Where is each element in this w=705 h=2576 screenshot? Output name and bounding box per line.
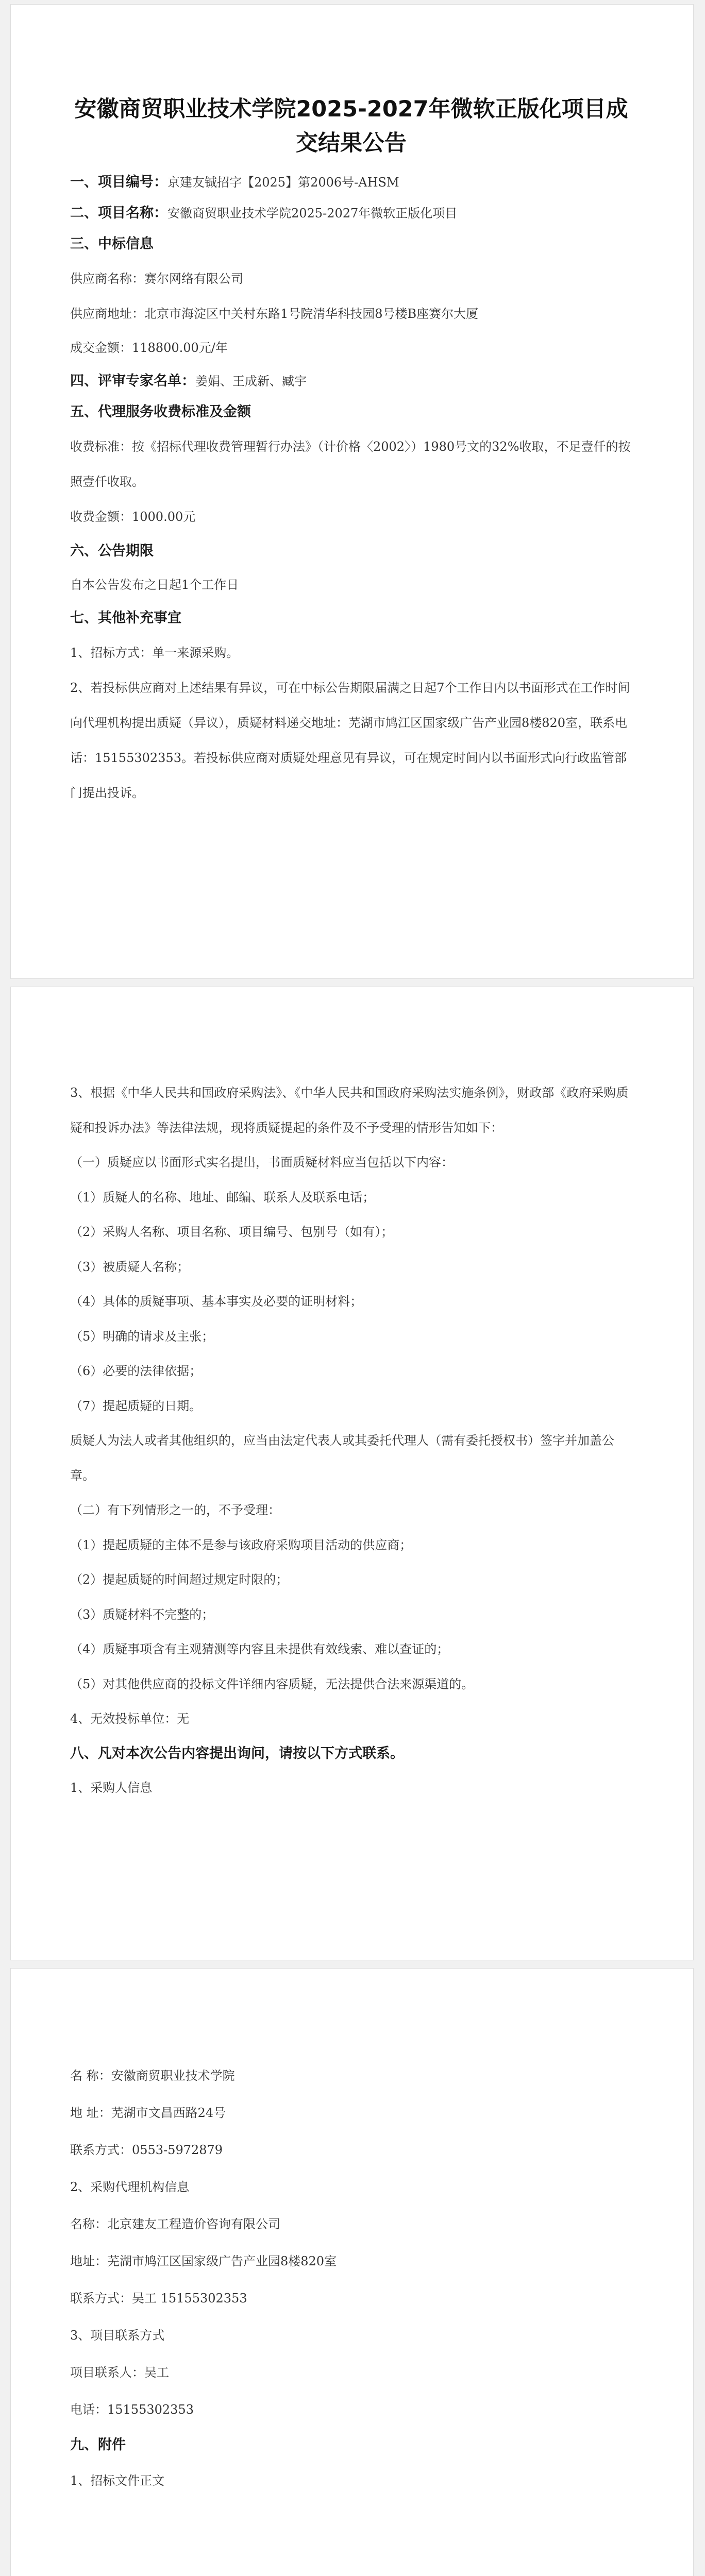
attachment-item: 1、招标文件正文 — [70, 2473, 165, 2488]
project-name-value: 安徽商贸职业技术学院2025-2027年微软正版化项目 — [167, 206, 458, 221]
page-1 — [10, 4, 694, 979]
invalid-bidders: 4、无效投标单位：无 — [70, 1711, 190, 1726]
reject-item: （4）质疑事项含有主观猜测等内容且未提供有效线索、难以查证的； — [70, 1642, 449, 1656]
period-text: 自本公告发布之日起1个工作日 — [70, 578, 239, 592]
project-name-label: 二、项目名称： — [70, 205, 167, 221]
period-heading: 六、公告期限 — [70, 543, 154, 559]
other-heading: 七、其他补充事宜 — [70, 610, 181, 626]
condition-item: （7）提起质疑的日期。 — [70, 1398, 202, 1413]
committee-value: 姜娟、王成新、臧宇 — [195, 374, 307, 388]
purchaser-name: 名 称：安徽商贸职业技术学院 — [70, 2069, 235, 2083]
purchaser-title: 1、采购人信息 — [70, 1780, 153, 1795]
page-2 — [10, 987, 694, 1960]
fee-amount: 收费金额：1000.00元 — [70, 510, 196, 524]
purchaser-address: 地 址：芜湖市文昌西路24号 — [70, 2106, 226, 2120]
reject-item: （1）提起质疑的主体不是参与该政府采购项目活动的供应商； — [70, 1537, 412, 1552]
condition-item: （5）明确的请求及主张； — [70, 1329, 214, 1344]
contact-heading: 八、凡对本次公告内容提出询问，请按以下方式联系。 — [70, 1745, 404, 1761]
legal-person-note: 质疑人为法人或者其他组织的，应当由法定代表人或其委托代理人（需有委托授权书）签字并加盖公章。 — [70, 1433, 614, 1483]
supplier-address: 供应商地址：北京市海淀区中关村东路1号院清华科技园8号楼B座赛尔大厦 — [70, 307, 479, 321]
other-item-3: 3、根据《中华人民共和国政府采购法》、《中华人民共和国政府采购法实施条例》，财政部《政府采购质疑和投诉办法》等法律法规，现将质疑提起的条件及不予受理的情形告知如下： — [70, 1086, 629, 1135]
reject-item: （5）对其他供应商的投标文件详细内容质疑，无法提供合法来源渠道的。 — [70, 1676, 474, 1691]
reject-item: （2）提起质疑的时间超过规定时限的； — [70, 1572, 289, 1587]
project-no-value: 京建友铖招字【2025】第2006号-AHSM — [167, 175, 399, 190]
condition-intro: （一）质疑应以书面形式实名提出，书面质疑材料应当包括以下内容： — [70, 1155, 454, 1170]
winner-heading: 三、中标信息 — [70, 236, 154, 252]
agency-phone: 联系方式：吴工 15155302353 — [70, 2291, 247, 2306]
condition-item: （1）质疑人的名称、地址、邮编、联系人及联系电话； — [70, 1190, 375, 1205]
other-item-1: 1、招标方式：单一来源采购。 — [70, 646, 239, 660]
deal-amount: 成交金额：118800.00元/年 — [70, 341, 228, 355]
condition-item: （6）必要的法律依据； — [70, 1364, 202, 1378]
committee-label: 四、评审专家名单： — [70, 373, 195, 389]
purchaser-phone: 联系方式：0553-5972879 — [70, 2143, 223, 2157]
section-project-no — [70, 168, 632, 196]
page-3 — [10, 1968, 694, 2576]
agency-name: 名称：北京建友工程造价咨询有限公司 — [70, 2217, 280, 2231]
project-no-label: 一、项目编号： — [70, 174, 167, 190]
supplier-name: 供应商名称：赛尔网络有限公司 — [70, 272, 243, 286]
other-item-2: 2、若投标供应商对上述结果有异议，可在中标公告期限届满之日起7个工作日内以书面形式在工作时间向代理机构提出质疑（异议），质疑材料递交地址：芜湖市鸠江区国家级广告产业园8楼820室，联系电话：15155302353。若投标供应商对质疑处理意见有异议，可在规定时间内以书面形式向行政监管部门提出投诉。 — [70, 681, 630, 800]
agency-address: 地址：芜湖市鸠江区国家级广告产业园8楼820室 — [70, 2254, 337, 2268]
condition-item: （4）具体的质疑事项、基本事实及必要的证明材料； — [70, 1294, 363, 1309]
project-contact-title: 3、项目联系方式 — [70, 2328, 165, 2343]
section-committee — [70, 367, 632, 395]
agency-title: 2、采购代理机构信息 — [70, 2180, 190, 2194]
page-title: 安徽商贸职业技术学院2025-2027年微软正版化项目成交结果公告 — [74, 96, 628, 156]
fee-heading: 五、代理服务收费标准及金额 — [70, 404, 251, 420]
fee-standard: 收费标准：按《招标代理收费管理暂行办法》（计价格〈2002〉）1980号文的32%收取，不足壹仟的按照壹仟收取。 — [70, 439, 631, 489]
reject-intro: （二）有下列情形之一的，不予受理： — [70, 1503, 280, 1517]
project-contact-person: 项目联系人：吴工 — [70, 2365, 169, 2380]
attachments-heading: 九、附件 — [70, 2437, 126, 2453]
project-contact-phone: 电话：15155302353 — [70, 2402, 194, 2417]
condition-item: （2）采购人名称、项目名称、项目编号、包别号（如有）； — [70, 1225, 394, 1239]
section-project-name — [70, 199, 632, 227]
condition-item: （3）被质疑人名称； — [70, 1259, 190, 1274]
reject-item: （3）质疑材料不完整的； — [70, 1607, 214, 1622]
